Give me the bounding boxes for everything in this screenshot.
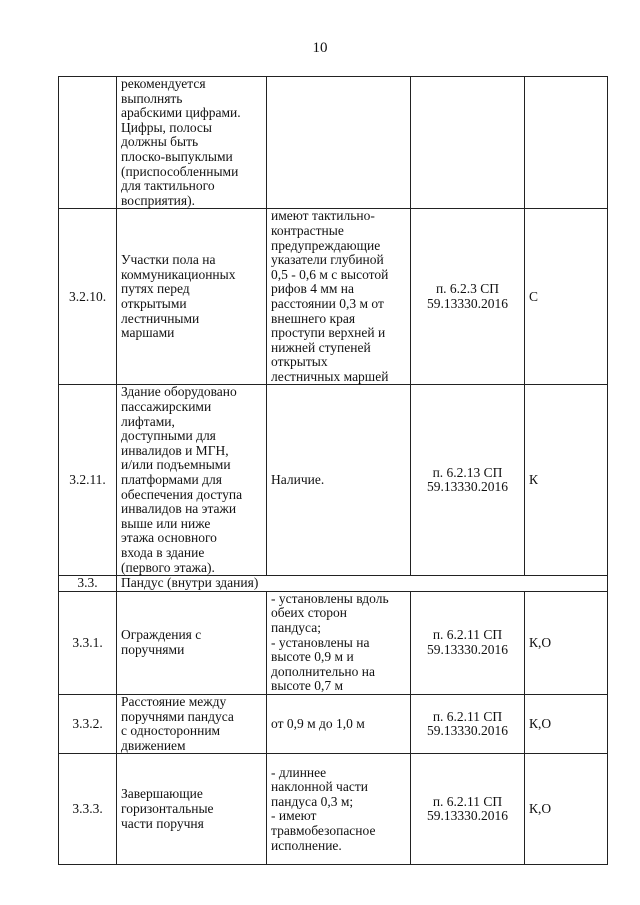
text-line: - установлены вдоль xyxy=(271,590,389,606)
row-source: К xyxy=(525,385,608,576)
text-line: открытых xyxy=(271,354,328,370)
text-line: рифов 4 мм на xyxy=(271,281,355,297)
text-line: п. 6.2.13 СП xyxy=(432,464,503,480)
text-line: 0,5 - 0,6 м с высотой xyxy=(271,266,389,282)
table-row xyxy=(59,77,608,209)
text-line: обеспечения доступа xyxy=(121,486,243,502)
row-requirement xyxy=(267,694,411,753)
row-number: 3.3.1. xyxy=(59,591,117,694)
text-line: восприятия). xyxy=(121,192,195,208)
text-line: внешнего края xyxy=(271,310,356,326)
row-name xyxy=(117,77,267,209)
text-line: пандуса 0,3 м; xyxy=(271,793,354,809)
row-reference xyxy=(411,385,525,576)
row-number: 3.2.11. xyxy=(59,385,117,576)
text-line: нижней ступеней xyxy=(271,339,371,355)
text-line: проступи верхней и xyxy=(271,325,386,341)
text-line: 59.13330.2016 xyxy=(427,641,508,657)
text-line: 59.13330.2016 xyxy=(427,808,508,824)
text-line: поручнями xyxy=(121,641,185,657)
text-line: горизонтальные xyxy=(121,801,214,817)
text-line: рекомендуется xyxy=(121,76,206,91)
text-line: п. 6.2.3 СП xyxy=(435,281,500,297)
row-number: 3.2.10. xyxy=(59,209,117,385)
text-line: расстоянии 0,3 м от xyxy=(271,295,384,311)
row-requirement xyxy=(267,209,411,385)
text-line: 59.13330.2016 xyxy=(427,295,508,311)
text-line: лестничных маршей xyxy=(271,368,389,384)
text-line: Расстояние между xyxy=(121,693,227,709)
text-line: - длиннее xyxy=(271,764,327,780)
table-row xyxy=(59,591,608,694)
text-line: исполнение. xyxy=(271,837,342,853)
text-line: предупреждающие xyxy=(271,237,381,253)
row-reference xyxy=(411,694,525,753)
section-row xyxy=(59,576,608,592)
row-requirement xyxy=(267,754,411,865)
text-line: выполнять xyxy=(121,90,183,106)
row-reference xyxy=(411,754,525,865)
text-line: наклонной части xyxy=(271,779,368,795)
text-line: этажа основного xyxy=(121,530,217,546)
text-line: пандуса; xyxy=(271,619,321,635)
requirements-table xyxy=(58,76,608,865)
page-number: 10 xyxy=(312,40,328,56)
text-line: лифтами, xyxy=(121,413,175,429)
text-line: (приспособленными xyxy=(121,163,239,179)
table-row xyxy=(59,209,608,385)
text-line: движением xyxy=(121,737,186,753)
row-reference xyxy=(411,591,525,694)
row-source: К,О xyxy=(525,591,608,694)
text-line: инвалидов на этажи xyxy=(121,501,237,517)
text-line: входа в здание xyxy=(121,545,205,560)
text-line: части поручня xyxy=(121,815,204,831)
text-line: коммуникационных xyxy=(121,266,236,282)
row-number: 3.3.3. xyxy=(59,754,117,865)
text-line: п. 6.2.11 СП xyxy=(432,708,503,724)
text-line: пассажирскими xyxy=(121,399,212,415)
section-number: 3.3. xyxy=(59,576,117,592)
text-line: имеют тактильно- xyxy=(271,208,375,224)
row-name xyxy=(117,754,267,865)
text-line: 59.13330.2016 xyxy=(427,479,508,495)
text-line: Завершающие xyxy=(121,786,203,802)
text-line: - имеют xyxy=(271,808,317,824)
section-title: Пандус (внутри здания) xyxy=(117,576,608,592)
text-line: арабскими цифрами. xyxy=(121,105,241,121)
text-line: Цифры, полосы xyxy=(121,119,212,135)
row-name xyxy=(117,209,267,385)
row-source: К,О xyxy=(525,754,608,865)
text-line: обеих сторон xyxy=(271,605,347,621)
text-line: выше или ниже xyxy=(121,515,211,531)
row-source xyxy=(525,77,608,209)
text-line: и/или подъемными xyxy=(121,457,231,473)
text-line: доступными для xyxy=(121,428,216,444)
row-requirement xyxy=(267,77,411,209)
row-name xyxy=(117,385,267,576)
text-line: Ограждения с xyxy=(121,627,202,643)
row-requirement xyxy=(267,385,411,576)
text-line: Здание оборудовано xyxy=(121,384,237,400)
text-line: п. 6.2.11 СП xyxy=(432,627,503,643)
text-line: Участки пола на xyxy=(121,252,216,268)
row-source: С xyxy=(525,209,608,385)
text-line: Наличие. xyxy=(271,472,325,488)
text-line: платформами для xyxy=(121,472,222,488)
table-row xyxy=(59,694,608,753)
text-line: открытыми xyxy=(121,295,187,311)
text-line: высоте 0,9 м и xyxy=(271,649,354,665)
text-line: поручнями пандуса xyxy=(121,708,234,724)
text-line: (первого этажа). xyxy=(121,559,215,575)
row-name xyxy=(117,591,267,694)
row-source: К,О xyxy=(525,694,608,753)
text-line: указатели глубиной xyxy=(271,252,384,268)
row-reference xyxy=(411,77,525,209)
text-line: должны быть xyxy=(121,134,199,150)
text-line: инвалидов и МГН, xyxy=(121,442,229,458)
text-line: лестничными xyxy=(121,310,200,326)
text-line: для тактильного xyxy=(121,178,215,194)
text-line: 59.13330.2016 xyxy=(427,723,508,739)
text-line: плоско-выпуклыми xyxy=(121,148,233,164)
text-line: - установлены на xyxy=(271,634,370,650)
text-line: высоте 0,7 м xyxy=(271,678,344,694)
row-reference xyxy=(411,209,525,385)
row-name xyxy=(117,694,267,753)
row-number xyxy=(59,77,117,209)
row-requirement xyxy=(267,591,411,694)
row-number: 3.3.2. xyxy=(59,694,117,753)
text-line: с односторонним xyxy=(121,723,221,739)
text-line: травмобезопасное xyxy=(271,822,376,838)
table-row xyxy=(59,385,608,576)
text-line: п. 6.2.11 СП xyxy=(432,793,503,809)
text-line: от 0,9 м до 1,0 м xyxy=(271,715,365,731)
text-line: путях перед xyxy=(121,281,190,297)
text-line: дополнительно на xyxy=(271,663,375,679)
text-line: контрастные xyxy=(271,222,344,238)
text-line: маршами xyxy=(121,325,175,341)
table-row xyxy=(59,754,608,865)
